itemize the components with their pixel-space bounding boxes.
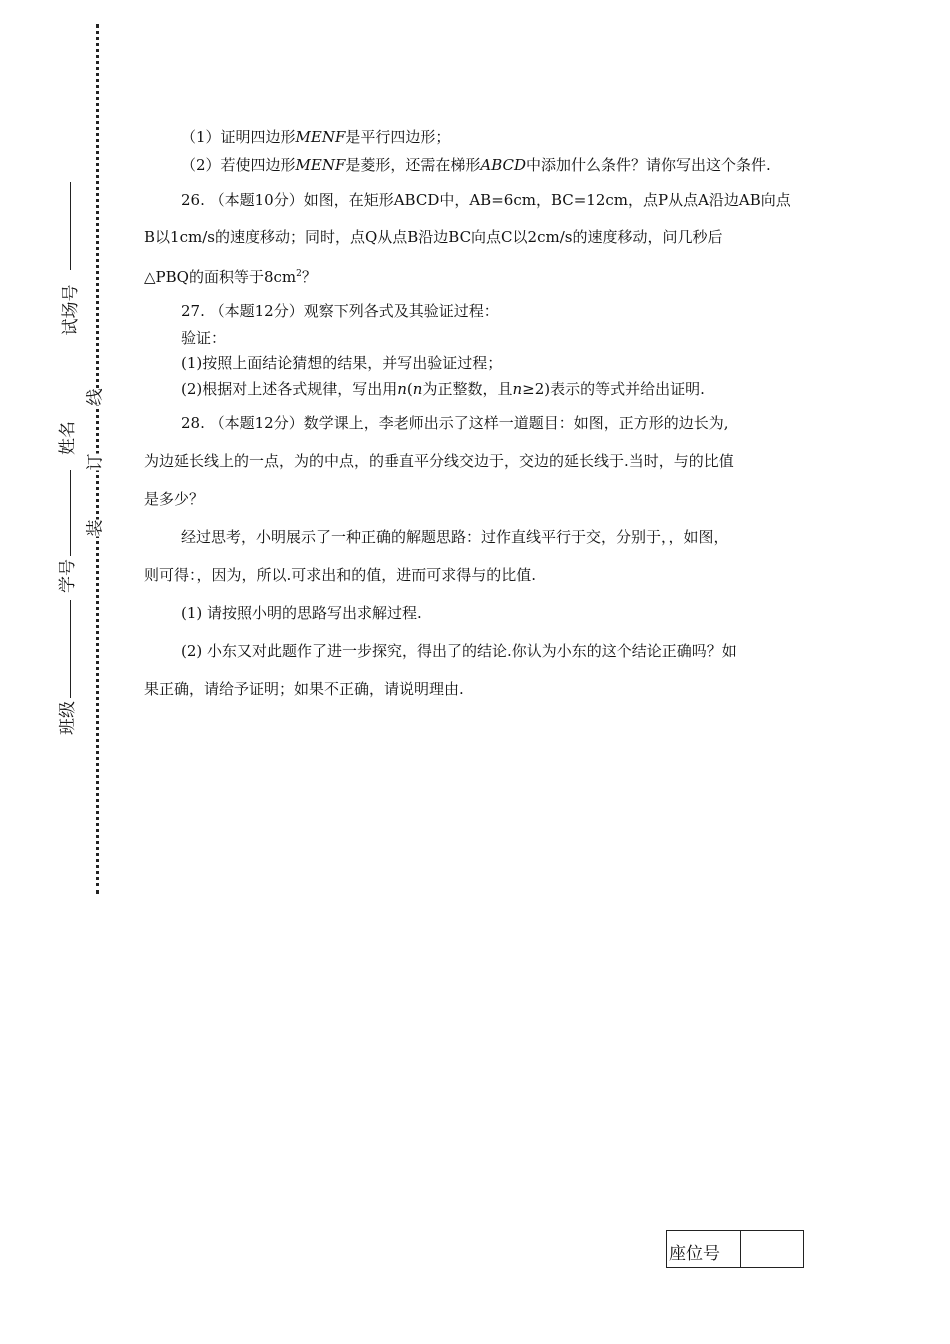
q27-part-1: (1)按照上面结论猜想的结果，并写出验证过程；	[181, 354, 503, 372]
seat-number-field[interactable]	[741, 1231, 803, 1267]
name-fill-line	[70, 470, 71, 562]
q28-part-1: (1) 请按照小明的思路写出求解过程.	[181, 604, 422, 622]
q28-part-2-line-1: (2) 小东又对此题作了进一步探究，得出了的结论.你认为小东的这个结论正确吗？如	[181, 642, 737, 660]
seat-number-box	[666, 1230, 804, 1268]
q26-line-1: 26. （本题10分）如图，在矩形ABCD中，AB=6cm，BC=12cm，点P从点A沿边AB向点	[181, 191, 791, 209]
exam-room-label: 试场号	[61, 282, 81, 338]
bind-mark: 订	[85, 453, 106, 471]
exam-room-fill-line	[70, 182, 71, 270]
q28-line-2: 为边延长线上的一点，为的中点，的垂直平分线交边于，交边的延长线于.当时，与的比值	[144, 452, 734, 470]
q27-verify: 验证：	[181, 329, 227, 347]
student-no-label: 学号	[58, 556, 78, 596]
q27-line-1: 27. （本题12分）观察下列各式及其验证过程：	[181, 302, 499, 320]
seat-number-label: 座位号	[667, 1231, 741, 1267]
exam-content	[144, 124, 812, 708]
class-label: 班级	[58, 698, 78, 738]
student-no-fill-line	[70, 600, 71, 698]
q28-part-2-line-2: 果正确，请给予证明；如果不正确，请说明理由.	[144, 680, 464, 698]
q28-line-5: 则可得：，因为，所以.可求出和的值，进而可求得与的比值.	[144, 566, 537, 584]
name-label: 姓名	[58, 418, 78, 458]
pack-mark: 装	[85, 519, 106, 537]
q28-line-3: 是多少？	[144, 490, 205, 508]
q28-line-1: 28. （本题12分）数学课上，李老师出示了这样一道题目：如图，正方形的边长为,	[181, 414, 729, 432]
q26-line-3: △PBQ的面积等于$8cm^2$？	[144, 268, 317, 286]
part-1-text: （1）证明四边形MENF是平行四边形；	[181, 128, 451, 146]
part-2-text: （2）若使四边形MENF是菱形，还需在梯形ABCD中添加什么条件？请你写出这个条件.	[181, 156, 771, 174]
q26-line-2: B以1cm/s的速度移动；同时，点Q从点B沿边BC向点C以2cm/s的速度移动，问几秒后	[144, 228, 723, 246]
q28-line-4: 经过思考，小明展示了一种正确的解题思路：过作直线平行于交，分别于，，如图，	[181, 528, 729, 546]
line-mark: 线	[85, 388, 106, 406]
q27-part-2: (2)根据对上述各式规律，写出用n(n为正整数，且n≥2)表示的等式并给出证明.	[181, 380, 705, 398]
